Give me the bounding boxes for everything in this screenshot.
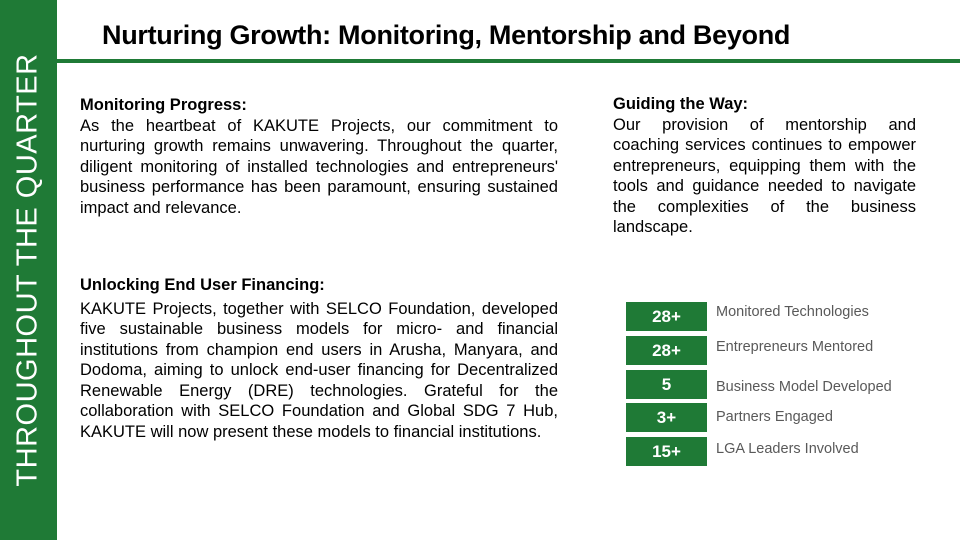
title-divider: [57, 59, 960, 63]
stat-row-partners: [626, 403, 926, 432]
stat-value: 3+: [626, 403, 707, 432]
page-title: Nurturing Growth: Monitoring, Mentorship and Beyond: [102, 20, 791, 50]
monitoring-body: As the heartbeat of KAKUTE Projects, our commitment to nurturing growth remains unwavering. Throughout the quarter, diligent monitoring of installed technologies and entrepreneurs' business performance has been paramount, ensuring sustained impact and relevance.: [80, 116, 558, 217]
guiding-heading: Guiding the Way:: [613, 95, 749, 113]
financing-body: KAKUTE Projects, together with SELCO Foundation, developed five sustainable business models for micro- and financial institutions from champion end users in Arusha, Manyara, and Dodoma, aiming to unlock end-user financing for Decentralized Renewable Energy (DRE) technologies. Grateful for the collaboration with SELCO Foundation and Global SDG 7 Hub, KAKUTE will now present these models to financial institutions.: [80, 299, 558, 441]
stat-label: Business Model Developed: [716, 379, 892, 395]
stat-label: Partners Engaged: [716, 409, 833, 425]
stat-row-monitored: [626, 302, 926, 331]
stat-row-business-models: [626, 370, 926, 399]
stat-row-mentored: [626, 336, 926, 365]
stat-label: Monitored Technologies: [716, 304, 869, 320]
stat-value: 15+: [626, 437, 707, 466]
stat-label: LGA Leaders Involved: [716, 441, 859, 457]
monitoring-heading: Monitoring Progress:: [80, 96, 247, 114]
monitoring-section: [80, 95, 558, 218]
sidebar-label: THROUGHOUT THE QUARTER: [11, 53, 44, 487]
stat-label: Entrepreneurs Mentored: [716, 339, 874, 355]
financing-section: [80, 275, 558, 442]
stat-value: 28+: [626, 302, 707, 331]
guiding-section: [613, 94, 916, 238]
stat-value: 28+: [626, 336, 707, 365]
stat-row-lga-leaders: [626, 437, 926, 466]
guiding-body: Our provision of mentorship and coaching services continues to empower entrepreneurs, equipping them with the tools and guidance needed to navigate the complexities of the business landscape.: [613, 115, 916, 236]
stat-value: 5: [626, 370, 707, 399]
financing-heading: Unlocking End User Financing:: [80, 276, 325, 294]
sidebar-band: [0, 0, 57, 540]
